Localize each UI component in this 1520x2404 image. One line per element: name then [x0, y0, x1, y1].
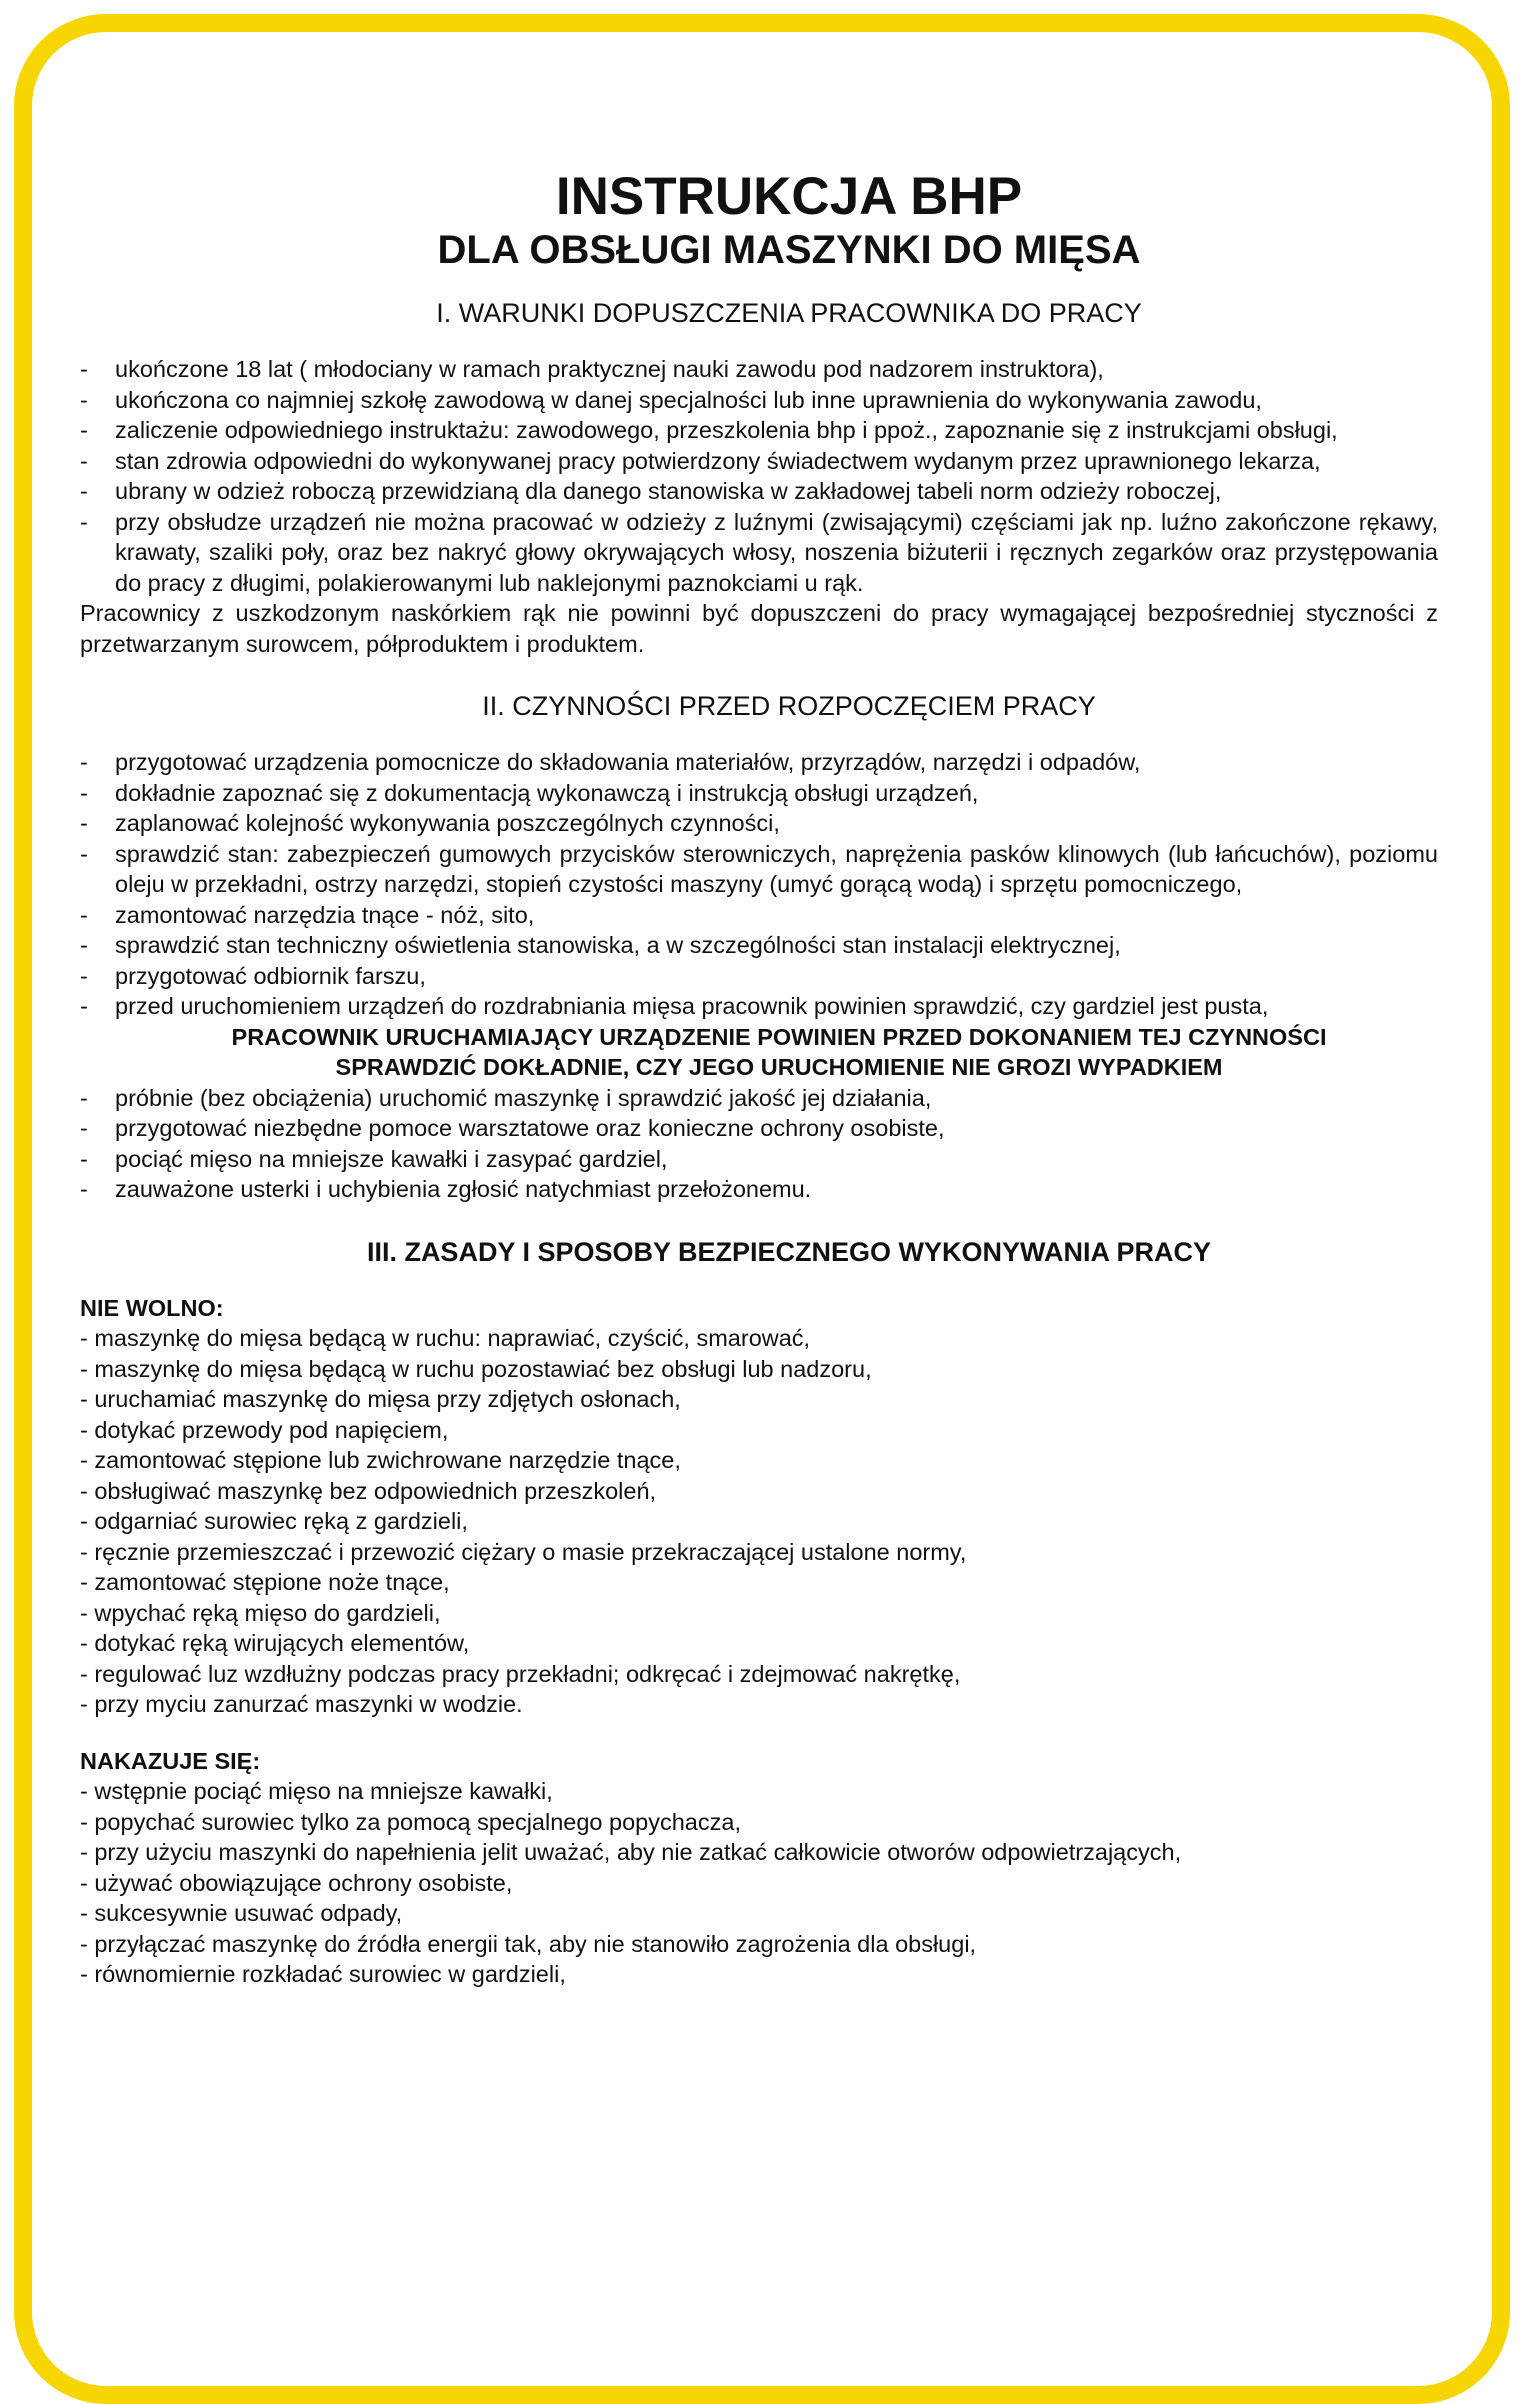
list-item: - popychać surowiec tylko za pomocą specjalnego popychacza,	[80, 1808, 741, 1835]
section-2-heading: II. CZYNNOŚCI PRZED ROZPOCZĘCIEM PRACY	[482, 691, 1096, 721]
list-item: - dotykać ręką wirujących elementów,	[80, 1630, 470, 1656]
warning-line-1: PRACOWNIK URUCHAMIAJĄCY URZĄDZENIE POWINIEN PRZED DOKONANIEM TEJ CZYNNOŚCI	[231, 1023, 1327, 1050]
list-item: - przy użyciu maszynki do napełnienia jelit uważać, aby nie zatkać całkowicie otworów odpowietrzających,	[80, 1839, 1182, 1865]
section-1-note: Pracownicy z uszkodzonym naskórkiem rąk nie powinni być dopuszczeni do pracy wymagającej bezpośredniej styczności z przetwarzanym surowcem, półproduktem i produktem.	[80, 600, 1438, 657]
list-item: - równomiernie rozkładać surowiec w gardzieli,	[80, 1961, 566, 1987]
list-item: - ręcznie przemieszczać i przewozić ciężary o masie przekraczającej ustalone normy,	[80, 1538, 967, 1565]
list-item: - przy myciu zanurzać maszynki w wodzie.	[80, 1691, 523, 1717]
list-item: - sprawdzić stan techniczny oświetlenia stanowiska, a w szczególności stan instalacji elektrycznej,	[80, 930, 1438, 961]
list-item: - używać obowiązujące ochrony osobiste,	[80, 1869, 513, 1896]
list-item: - przy obsłudze urządzeń nie można pracować w odzieży z luźnymi (zwisającymi) częściami jak np. luźno zakończone rękawy, krawaty, szaliki poły, oraz bez nakryć głowy okrywających włosy, noszenia biżuterii i ręcznych zegarków oraz przystępowania do pracy z długimi, polakierowanymi lub naklejonymi paznokciami u rąk.	[80, 507, 1438, 599]
required-list	[80, 1776, 1438, 1990]
section-3-heading: III. ZASADY I SPOSOBY BEZPIECZNEGO WYKONYWANIA PRACY	[366, 1236, 1212, 1267]
list-item: - sukcesywnie usuwać odpady,	[80, 1900, 403, 1926]
list-item: - zamontować narzędzia tnące - nóż, sito,	[80, 900, 1438, 931]
section-1-list	[80, 354, 1438, 598]
list-item: - przyłączać maszynkę do źródła energii tak, aby nie stanowiło zagrożenia dla obsługi,	[80, 1930, 977, 1957]
list-item: - uruchamiać maszynkę do mięsa przy zdjętych osłonach,	[80, 1386, 681, 1412]
instruction-document	[80, 168, 1438, 1990]
list-item: - przygotować niezbędne pomoce warsztatowe oraz konieczne ochrony osobiste,	[80, 1113, 1438, 1144]
warning-line-2: SPRAWDZIĆ DOKŁADNIE, CZY JEGO URUCHOMIENIE NIE GROZI WYPADKIEM	[335, 1054, 1223, 1080]
section-2-list-a	[80, 747, 1438, 1022]
list-item: - ukończona co najmniej szkołę zawodową w danej specjalności lub inne uprawnienia do wykonywania zawodu,	[80, 385, 1438, 416]
list-item: - regulować luz wzdłużny podczas pracy przekładni; odkręcać i zdejmować nakrętkę,	[80, 1660, 961, 1687]
list-item: - odgarniać surowiec ręką z gardzieli,	[80, 1508, 468, 1534]
section-1-heading: I. WARUNKI DOPUSZCZENIA PRACOWNIKA DO PRACY	[436, 298, 1142, 328]
list-item: - zamontować stępione noże tnące,	[80, 1569, 450, 1595]
document-title: INSTRUKCJA BHP	[555, 167, 1023, 226]
list-item: - stan zdrowia odpowiedni do wykonywanej pracy potwierdzony świadectwem wydanym przez uprawnionego lekarza,	[80, 446, 1438, 477]
list-item: - próbnie (bez obciążenia) uruchomić maszynkę i sprawdzić jakość jej działania,	[80, 1083, 1438, 1114]
list-item: - dotykać przewody pod napięciem,	[80, 1416, 449, 1443]
list-item: - maszynkę do mięsa będącą w ruchu pozostawiać bez obsługi lub nadzoru,	[80, 1355, 872, 1382]
list-item: - przygotować urządzenia pomocnicze do składowania materiałów, przyrządów, narzędzi i odpadów,	[80, 747, 1438, 778]
list-item: - zaliczenie odpowiedniego instruktażu: zawodowego, przeszkolenia bhp i ppoż., zapoznanie się z instrukcjami obsługi,	[80, 415, 1438, 446]
required-label: NAKAZUJE SIĘ:	[80, 1747, 261, 1774]
list-item: - ukończone 18 lat ( młodociany w ramach praktycznej nauki zawodu pod nadzorem instruktora),	[80, 354, 1438, 385]
list-item: - sprawdzić stan: zabezpieczeń gumowych przycisków sterowniczych, naprężenia pasków klinowych (lub łańcuchów), poziomu oleju w przekładni, ostrzy narzędzi, stopień czystości maszyny (umyć gorącą wodą) i sprzętu pomocniczego,	[80, 839, 1438, 900]
prohibited-list	[80, 1323, 1438, 1720]
prohibited-label: NIE WOLNO:	[80, 1294, 224, 1321]
list-item: - zamontować stępione lub zwichrowane narzędzie tnące,	[80, 1447, 681, 1473]
list-item: - wstępnie pociąć mięso na mniejsze kawałki,	[80, 1778, 553, 1804]
list-item: - dokładnie zapoznać się z dokumentacją wykonawczą i instrukcją obsługi urządzeń,	[80, 778, 1438, 809]
list-item: - pociąć mięso na mniejsze kawałki i zasypać gardziel,	[80, 1144, 1438, 1175]
list-item: - ubrany w odzież roboczą przewidzianą dla danego stanowiska w zakładowej tabeli norm odzieży roboczej,	[80, 476, 1438, 507]
list-item: - zaplanować kolejność wykonywania poszczególnych czynności,	[80, 808, 1438, 839]
list-item: - przygotować odbiornik farszu,	[80, 961, 1438, 992]
list-item: - zauważone usterki i uchybienia zgłosić natychmiast przełożonemu.	[80, 1174, 1438, 1205]
section-2-list-b	[80, 1083, 1438, 1205]
list-item: - przed uruchomieniem urządzeń do rozdrabniania mięsa pracownik powinien sprawdzić, czy gardziel jest pusta,	[80, 991, 1438, 1022]
document-subtitle: DLA OBSŁUGI MASZYNKI DO MIĘSA	[437, 228, 1141, 272]
list-item: - wpychać ręką mięso do gardzieli,	[80, 1599, 441, 1626]
list-item: - obsługiwać maszynkę bez odpowiednich przeszkoleń,	[80, 1477, 657, 1504]
list-item: - maszynkę do mięsa będącą w ruchu: naprawiać, czyścić, smarować,	[80, 1325, 811, 1351]
